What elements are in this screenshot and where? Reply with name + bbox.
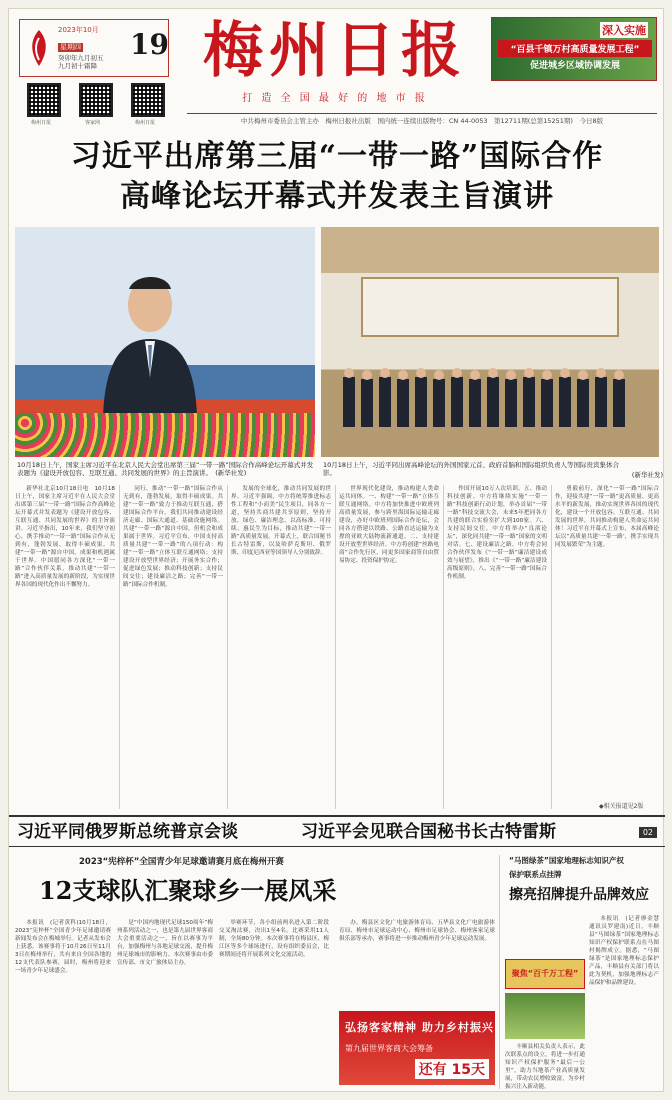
article-text: 新华社北京10月18日电 10月18日上午，国家主席习近平在人民大会堂出席第三届“一带一路”国际合作高峰论坛开幕式并发表题为《建设开放包容、互联互通、共同发展的世界》的主旨演讲。习近平指出，10年来，我们坚守初心，携手推动“一带一路”国际合作从无到有，蓬勃发展，取得丰硕成果。共建“一带一路”源自中国，成果和机遇属于世界。中国愿同各方深化“一带一路”合作伙伴关系，推动共建“一带一路”进入高质量发展的新阶段，为实现世界各国的现代化作出不懈努力。	[15, 486, 115, 588]
promo-subtitle: 第九届世界客商大会筹备	[345, 1044, 433, 1053]
article-column-5	[447, 485, 547, 809]
day-number: 19	[130, 28, 169, 61]
group-photo	[321, 227, 659, 457]
year-month: 2023年10月	[58, 26, 99, 34]
article-text: 本报讯 (记者廖金慧 通讯员罗建南)近日，丰顺县“马图绿茶”国家地理标志知识产权保护联系点在马图村揭牌成立。据悉，“马图绿茶”是国家地理标志保护产品，丰顺县有关部门将以此为契机，加强地理标志产品保护和品牌建设。	[589, 916, 665, 986]
date-box	[19, 19, 169, 77]
column-divider	[119, 485, 120, 809]
qr-code-icon	[79, 83, 113, 117]
photo-caption-left: 10月18日上午，国家主席习近平在北京人民大会堂出席第三届“一带一路”国际合作高峰论坛开幕式并发表题为《建设开放包容、互联互通、共同发展的世界》的主旨演讲。 (新华社发)	[17, 461, 314, 477]
campaign-title: “百县千镇万村高质量发展工程”	[498, 40, 652, 57]
campaign-kicker: 深入实施	[602, 24, 646, 37]
lunar-line-1: 癸卯年九月初五	[58, 54, 104, 62]
qr-code-icon	[27, 83, 61, 117]
article-column-2	[123, 485, 223, 809]
lead-headline-line-2: 高峰论坛开幕式并发表主旨演讲	[120, 179, 554, 214]
masthead	[9, 9, 665, 127]
column-divider	[551, 485, 552, 809]
backdrop-painting	[361, 277, 619, 337]
tea-column-1	[589, 915, 665, 1085]
date-line	[58, 26, 99, 52]
publication-info: 中共梅州市委员会主管主办 梅州日报社出版 国内统一连续出版物号：CN 44-0053 第12711期(总第15251期) 今日8版	[187, 113, 657, 125]
article-text: 丰顺县相关负责人表示，此次联系点的设立，将进一步打通知识产权保护服务“最后一公里”，助力当地茶产业高质量发展，带动农民增收致富，为乡村振兴注入新动能。	[505, 1044, 585, 1090]
article-column-1	[15, 485, 115, 809]
flower-arrangement	[15, 413, 315, 457]
article-column-4	[339, 485, 439, 809]
football-kicker: 2023“宪梓杯”全国青少年足球邀请赛月底在梅州开赛	[79, 857, 284, 867]
football-column-1	[15, 919, 111, 1089]
tea-headline: 擦亮招牌提升品牌效应	[509, 887, 649, 903]
football-column-4	[339, 919, 495, 1007]
promo-days: 15天	[451, 1062, 485, 1078]
countdown-promo	[339, 1011, 495, 1085]
article-text: 发展的全球化，推动共同发展的世界。习近平强调，中方将统筹推进标志性工程和“小而美”民生项目，同各方一道，坚持共商共建共享原则，坚持开放、绿色、廉洁理念，以高标准、可持续、惠民生为目标，推动共建“一带一路”高质量发展。开幕式上，联合国秘书长古特雷斯，以及哈萨克斯坦、俄罗斯、印度尼西亚等国领导人分别致辞。	[231, 486, 331, 556]
article-column-3	[231, 485, 331, 809]
football-column-2	[117, 919, 213, 1089]
article-text: 世界现代化建设，推动构建人类命运共同体。一、构建“一带一路”立体互联互通网络。中方将加快推进中欧班列高质量发展，参与跨里海国际运输走廊建设，办好中欧班列国际合作论坛，会同各方搭建以铁路、公路直达运输为支撑的亚欧大陆物流新通道。二、支持建设开放型世界经济。中方将创建“丝路电商”合作先行区，同更多国家商签自由贸易协定、投资保护协定。	[339, 486, 439, 564]
tea-photo	[505, 993, 585, 1039]
speaker-figure-icon	[95, 267, 205, 417]
qr-label: 梅州日报	[31, 120, 52, 126]
weekday: 星期四	[60, 43, 81, 51]
campaign-banner	[491, 17, 657, 81]
tea-kicker-2: 保护联系点挂牌	[509, 870, 562, 879]
slogan: 打 造 全 国 最 好 的 地 市 报	[242, 93, 428, 104]
campaign-subtitle: 促进城乡区域协调发展	[529, 61, 620, 71]
article-text: 办，梅县区文化广电旅游体育局、五华县文化广电旅游体育局、梅州市足球运动中心、梅州市足球协会、梅州客家足球俱乐部等承办，赛事将进一步推动梅州青少年足球运动发展。	[339, 920, 495, 942]
lunar-date	[58, 54, 128, 70]
article-text: 勇毅前行，深化“一带一路”国际合作，迎接共建“一带一路”更高质量、更高水平的新发展，推动实现世界各国的现代化，建设一个开放包容、互联互通、共同发展的世界，共同推动构建人类命运共同体！习近平在开幕式上宣布，本届高峰论坛以“高质量共建‘一带一路’，携手实现共同发展繁荣”为主题。	[555, 486, 659, 548]
column-divider	[335, 485, 336, 809]
paper-logo-icon	[26, 28, 52, 68]
promo-title: 弘扬客家精神 助力乡村振兴	[345, 1021, 494, 1034]
qr-label: 客家网	[85, 120, 101, 126]
photo-credit-right: (新华社发)	[631, 471, 663, 479]
speech-photo	[15, 227, 315, 457]
related-report-link[interactable]: ◆相关报道见2版	[599, 803, 644, 810]
promo-countdown	[415, 1059, 489, 1079]
column-divider	[443, 485, 444, 809]
newspaper-front-page	[8, 8, 664, 1092]
delegates-row-icon	[339, 367, 641, 427]
column-divider	[227, 485, 228, 809]
football-column-3	[219, 919, 329, 1089]
subhead-guterres-meeting[interactable]: 习近平会见联合国秘书长古特雷斯	[301, 822, 556, 842]
lead-headline-line-1: 习近平出席第三届“一带一路”国际合作	[70, 139, 604, 174]
qr-code-icon	[131, 83, 165, 117]
lead-headline	[9, 137, 665, 217]
article-column-6	[555, 485, 659, 797]
football-headline: 12支球队汇聚球乡一展风采	[39, 876, 337, 905]
campaign-tag	[505, 959, 585, 989]
title-block	[187, 15, 483, 104]
column-divider	[499, 855, 500, 1089]
tea-column-2	[505, 1043, 585, 1089]
article-text: 举赛环节，各小组前两名进入第二阶段交叉淘汰赛，决出1至4名。比赛采用11人制，全场80分钟。本次赛事将在梅县区、梅江区等多个球场进行，设有组织委员会，比赛期间还将开展系列文化交流活动。	[219, 920, 329, 958]
photo-caption-right: 10月18日上午，习近平同出席高峰论坛的外国国家元首、政府首脑和国际组织负责人等国际贵宾集体合影。	[323, 461, 620, 477]
lunar-line-2: 九月初十霜降	[58, 62, 97, 70]
paper-title: 梅州日报	[203, 16, 467, 86]
page-reference: 02	[639, 827, 657, 838]
article-text: 是“中国内地现代足球150周年”梅州系列活动之一，也是第九届世界客商大会重要活动之一，旨在以赛事为平台，加强梅州与各地足球交流，提升梅州足球城市的影响力。本次赛事由市委宣传部、市文广旅体局主办。	[117, 920, 213, 966]
campaign-tag-label: 聚焦“百千万工程”	[511, 969, 579, 978]
article-text: 同行，推动“一带一路”国际合作从无到有，蓬勃发展，取得丰硕成果。共建“一带一路”致力于推动互联互通，搭建国际合作平台，我们共同推动建设经济走廊、国际大通道、基础设施网络。共建“一带一路”源自中国，但机会和成果属于世界。习近平宣布，中国支持高质量共建“一带一路”的八项行动：构建“一带一路”立体互联互通网络；支持建设开放型世界经济；开展务实合作；促进绿色发展；推动科技创新；支持民间交往；建设廉洁之路；完善“一带一路”国际合作机制。	[123, 486, 223, 588]
tea-kicker: “马图绿茶”国家地理标志知识产权	[509, 856, 624, 865]
secondary-headlines	[9, 815, 665, 847]
qr-label: 梅州日报	[135, 120, 156, 126]
subhead-putin-talks[interactable]: 习近平同俄罗斯总统普京会谈	[17, 822, 238, 842]
article-text: 作国开展10万人次培训。五、推动科技创新。中方将继续实施“一带一路”科技创新行动计划，举办首届“一带一路”科技交流大会，未来5年把同各方共建的联合实验室扩大到100家。六、支持民间交往。中方将举办“良渚论坛”，深化同共建“一带一路”国家的文明对话。七、建设廉洁之路。中方将会同合作伙伴发布《“一带一路”廉洁建设成效与展望》，推出《“一带一路”廉洁建设高级原则》。八、完善“一带一路”国际合作机制。	[447, 486, 547, 580]
article-text: 本报讯 (记者黄科)10月18日，2023“宪梓杯”全国青少年足球邀请赛新闻发布会在梅城举行。记者从发布会上获悉，该赛事将于10月26日至11月3日在梅州举行，共有来自全国各地的12支代表队参赛，届时，梅州将迎来一场青少年足球盛会。	[15, 920, 111, 974]
promo-days-label: 还有	[418, 1062, 447, 1078]
